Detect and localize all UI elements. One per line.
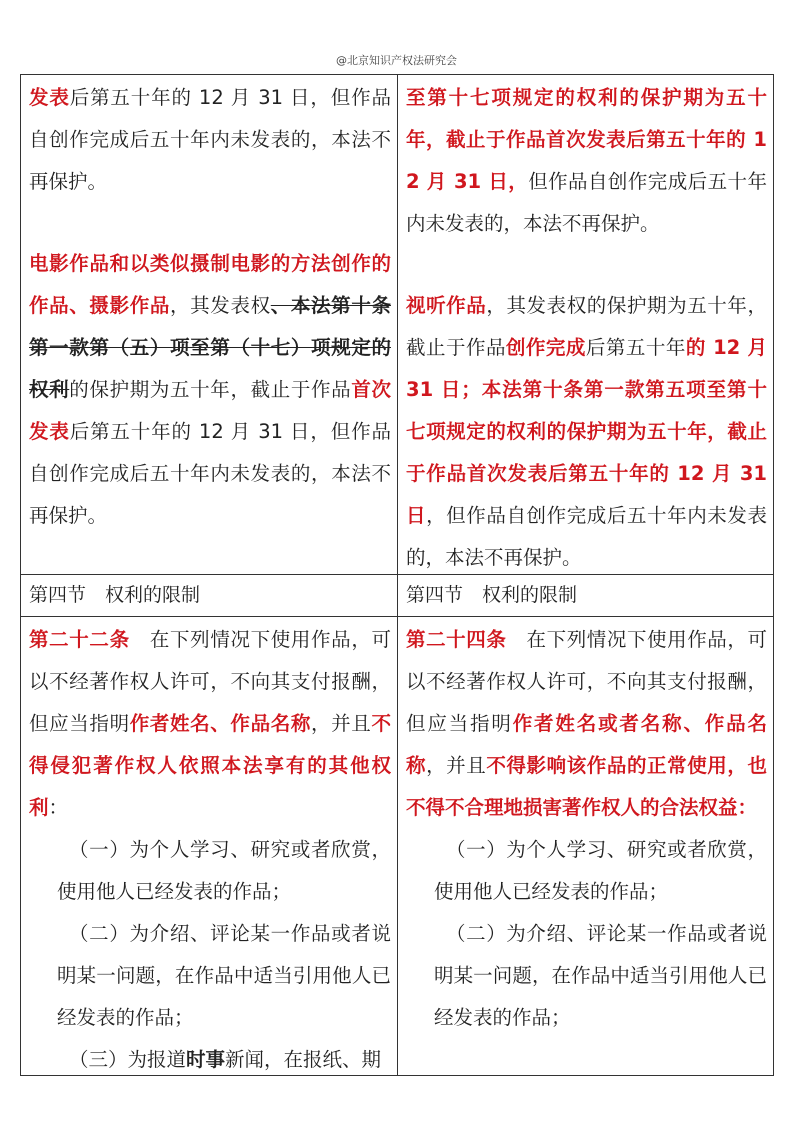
- section-heading: 第四节 权利的限制: [29, 584, 201, 606]
- new-law-section-cell: [398, 575, 773, 616]
- body-text: ：: [48, 796, 69, 819]
- table-row-term-protection: [21, 75, 773, 574]
- new-law-cell: [398, 75, 773, 574]
- old-law-paragraph-2: [29, 243, 391, 537]
- body-text: （二）为介绍、评论某一作品或者说明某一问题，在作品中适当引用他人已经发表的作品；: [434, 922, 767, 1029]
- body-text: ，并且: [311, 712, 372, 735]
- highlighted-text: 首次发表: [29, 378, 391, 443]
- highlighted-text: 电影作品和以类似摄制电影的方法创作的作品、摄影作品: [29, 252, 391, 317]
- deleted-text: 、本法第十条第一款第（五）项至第（十七）项规定的权利: [29, 294, 391, 401]
- list-item: [29, 829, 391, 913]
- article-22-intro: [29, 619, 391, 829]
- highlighted-text: 至第十七项规定的权利的保护期为五十年，截止于作品首次发表后第五十年的 12 月 31 日，: [406, 86, 767, 193]
- body-text: ，并且: [426, 754, 487, 777]
- body-text: 新闻，在报纸、期: [225, 1048, 382, 1071]
- article-24-intro: [406, 619, 767, 829]
- highlighted-text: 发表: [29, 86, 70, 109]
- list-item: [29, 913, 391, 1039]
- highlighted-text: 不得影响该作品的正常使用，也不得不合理地损害著作权人的合法权益：: [406, 754, 767, 819]
- old-law-section-cell: [21, 575, 398, 616]
- list-item: [406, 829, 767, 913]
- body-text: ，其发表权: [170, 294, 271, 317]
- new-law-paragraph-2: [406, 285, 767, 574]
- body-text: ，但作品自创作完成后五十年内未发表的，本法不再保护。: [406, 504, 767, 569]
- old-law-paragraph-1: [29, 77, 391, 203]
- body-text: （三）为报道: [69, 1048, 187, 1071]
- highlighted-text: 第二十四条: [406, 628, 507, 651]
- highlighted-text: 不得侵犯著作权人依照本法享有的其他权利: [29, 712, 391, 819]
- body-text: 后第五十年: [585, 336, 686, 359]
- section-heading: 第四节 权利的限制: [406, 584, 578, 606]
- body-text: （二）为介绍、评论某一作品或者说明某一问题，在作品中适当引用他人已经发表的作品；: [57, 922, 391, 1029]
- body-text: 时事: [186, 1048, 226, 1071]
- comparison-table: [20, 74, 774, 1076]
- watermark-text: @北京知识产权法研究会: [336, 54, 457, 67]
- body-text: 在下列情况下使用作品，可以不经著作权人许可，不向其支付报酬，但应当指明: [29, 628, 391, 735]
- new-law-paragraph-1: [406, 77, 767, 245]
- highlighted-text: 作者姓名、作品名称: [129, 712, 312, 735]
- old-law-cell: [21, 75, 398, 574]
- body-text: 后第五十年的 12 月 31 日，但作品自创作完成后五十年内未发表的，本法不再保护。: [29, 420, 391, 527]
- highlighted-text: 的 12 月 31 日；本法第十条第一款第五项至第十七项规定的权利的保护期为五十年，截止于作品首次发表后第五十年的 12 月 31 日: [406, 336, 767, 527]
- table-row-section-heading: [21, 574, 773, 617]
- old-law-cell: [21, 617, 398, 1075]
- new-law-cell: [398, 617, 773, 1075]
- body-text: 的保护期为五十年，截止于作品: [69, 378, 352, 401]
- body-text: （一）为个人学习、研究或者欣赏，使用他人已经发表的作品；: [57, 838, 391, 903]
- body-text: （一）为个人学习、研究或者欣赏，使用他人已经发表的作品；: [434, 838, 767, 903]
- highlighted-text: 作者姓名或者名称、作品名称: [406, 712, 767, 777]
- body-text: 后第五十年的 12 月 31 日，但作品自创作完成后五十年内未发表的，本法不再保护。: [29, 86, 391, 193]
- list-item: [29, 1039, 391, 1075]
- highlighted-text: 视听作品: [406, 294, 487, 317]
- list-item: [406, 913, 767, 1039]
- body-text: 但作品自创作完成后五十年内未发表的，本法不再保护。: [406, 170, 767, 235]
- table-row-limitations: [21, 617, 773, 1075]
- body-text: 在下列情况下使用作品，可以不经著作权人许可，不向其支付报酬，但应当指明: [406, 628, 767, 735]
- highlighted-text: 创作完成: [505, 336, 586, 359]
- highlighted-text: 第二十二条: [29, 628, 130, 651]
- body-text: ，其发表权的保护期为五十年，截止于作品: [406, 294, 767, 359]
